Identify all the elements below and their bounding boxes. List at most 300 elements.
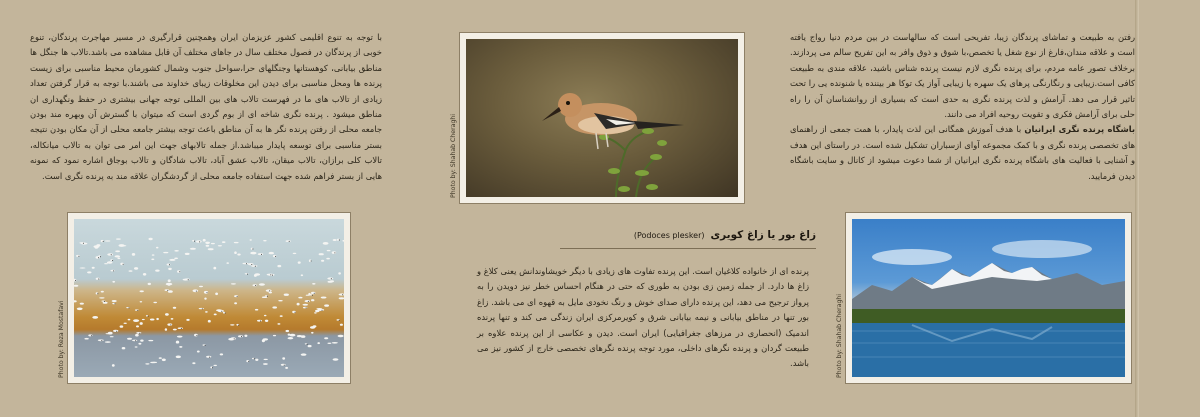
bird-photo-credit: Photo by: Shahab Cheraghi — [450, 113, 457, 198]
bird-wingtip — [238, 325, 239, 326]
bird-silhouette — [155, 270, 159, 272]
bird-silhouette — [149, 238, 153, 240]
bird-silhouette — [165, 289, 170, 291]
bird-silhouette — [107, 261, 113, 264]
bird-silhouette — [303, 307, 307, 309]
bird-wingtip — [331, 278, 332, 279]
bird-silhouette — [124, 323, 127, 324]
bird-silhouette — [213, 267, 216, 270]
bird-silhouette — [316, 308, 322, 310]
bird-wingtip — [169, 264, 170, 265]
bird-wingtip — [129, 307, 130, 308]
bird-silhouette — [321, 297, 327, 299]
bird-silhouette — [272, 306, 277, 308]
bird-silhouette — [242, 263, 248, 265]
bird-silhouette — [193, 289, 199, 292]
bird-silhouette — [140, 290, 144, 292]
bird-silhouette — [297, 303, 300, 306]
bird-silhouette — [301, 274, 303, 276]
flock-photo-frame — [58, 212, 351, 384]
bird-silhouette — [298, 297, 302, 299]
bird-silhouette — [338, 335, 344, 337]
bird-silhouette — [234, 302, 237, 304]
bird-silhouette — [74, 300, 77, 302]
bird-silhouette — [167, 323, 172, 325]
bird-wingtip — [306, 307, 307, 308]
bird-wingtip — [311, 261, 312, 262]
bird-wingtip — [148, 316, 149, 317]
bird-silhouette — [273, 335, 276, 336]
bird-silhouette — [105, 240, 111, 241]
flock-photo-credit: Photo by: Reza Mostafavi — [58, 300, 65, 378]
pleske-ground-jay-photo — [466, 39, 738, 197]
bird-silhouette — [178, 327, 183, 329]
bird-wingtip — [269, 290, 270, 291]
bird-silhouette — [327, 250, 331, 251]
bird-silhouette — [112, 300, 117, 302]
bird-silhouette — [315, 310, 319, 312]
bird-silhouette — [165, 313, 169, 316]
bird-wingtip — [251, 264, 252, 265]
bird-silhouette — [213, 365, 217, 366]
bird-silhouette — [81, 243, 87, 245]
bird-silhouette — [319, 253, 324, 255]
bird-wingtip — [103, 241, 104, 242]
bird-silhouette — [289, 334, 295, 337]
bird-silhouette — [190, 248, 196, 250]
bird-silhouette — [220, 353, 223, 355]
bird-silhouette — [205, 242, 210, 244]
bird-wingtip — [123, 264, 124, 265]
bird-silhouette — [129, 270, 133, 272]
bird-silhouette — [255, 309, 258, 311]
bird-wingtip — [97, 293, 98, 294]
bird-silhouette — [99, 297, 104, 298]
article-heading — [560, 229, 816, 241]
bird-silhouette — [156, 247, 159, 249]
bird-silhouette — [140, 322, 143, 325]
bird-silhouette — [132, 253, 135, 256]
bird-silhouette — [311, 332, 314, 334]
bird-silhouette — [264, 315, 267, 317]
bird-silhouette — [206, 245, 210, 247]
bird-silhouette — [197, 351, 200, 353]
bird-wingtip — [261, 254, 262, 255]
bird-wingtip — [181, 328, 182, 329]
bird-silhouette — [142, 319, 145, 320]
bird-silhouette — [169, 259, 175, 261]
bird-silhouette — [80, 303, 84, 305]
bird-silhouette — [150, 362, 155, 363]
bird-wingtip — [196, 291, 197, 292]
bird-silhouette — [218, 245, 222, 246]
bird-silhouette — [148, 340, 153, 341]
bird-silhouette — [122, 347, 126, 349]
bird-silhouette — [108, 332, 113, 335]
bird-silhouette — [293, 253, 297, 254]
bird-silhouette — [145, 363, 149, 364]
bird-silhouette — [204, 291, 208, 294]
bird-silhouette — [132, 340, 137, 342]
bird-silhouette — [238, 335, 243, 337]
bird-wingtip — [179, 271, 180, 272]
bird-silhouette — [168, 279, 171, 282]
bird-wingtip — [199, 241, 200, 242]
bird-silhouette — [251, 265, 257, 267]
bird-wingtip — [188, 279, 189, 280]
bird-silhouette — [176, 341, 179, 344]
bird-silhouette — [92, 316, 98, 319]
bird-silhouette — [156, 318, 159, 320]
bird-silhouette — [258, 253, 263, 255]
bird-silhouette — [314, 312, 317, 313]
bird-silhouette — [134, 267, 138, 270]
bird-silhouette — [133, 319, 139, 322]
page-fold-shadow — [1135, 0, 1139, 417]
bird-silhouette — [152, 254, 155, 255]
bird-silhouette — [135, 334, 139, 337]
bird-silhouette — [174, 250, 178, 252]
bird-silhouette — [323, 242, 329, 245]
bird-silhouette — [339, 297, 344, 299]
bird-silhouette — [288, 337, 294, 339]
bird-silhouette — [285, 367, 288, 369]
bird-silhouette — [340, 324, 343, 326]
bird-wingtip — [111, 254, 112, 255]
bird-wingtip — [205, 345, 206, 346]
bird-silhouette — [107, 253, 113, 255]
bird-wingtip — [104, 301, 105, 302]
bird-silhouette — [311, 292, 315, 294]
bird-silhouette — [328, 281, 333, 283]
lake-illustration — [852, 219, 1125, 377]
bird-silhouette — [262, 296, 267, 298]
bird-wingtip — [255, 285, 256, 286]
lake-photo-credit: Photo by: Shahab Cheraghi — [836, 293, 843, 378]
bird-silhouette — [135, 346, 138, 347]
latin-name: (Podoces plesker) — [633, 231, 705, 240]
bird-silhouette — [288, 334, 291, 336]
bird-silhouette — [105, 341, 111, 343]
bird-silhouette — [98, 339, 104, 341]
bird-wingtip — [75, 280, 76, 281]
bird-wingtip — [339, 320, 340, 321]
bird-silhouette — [237, 254, 240, 256]
bird-silhouette — [280, 315, 283, 317]
bird-silhouette — [263, 240, 266, 241]
bird-wingtip — [209, 357, 210, 358]
wetland-flock-photo — [74, 219, 344, 377]
bird-wingtip — [267, 296, 268, 297]
bird-silhouette — [305, 300, 311, 302]
bird-silhouette — [324, 337, 328, 339]
bird-silhouette — [206, 356, 211, 358]
bird-silhouette — [278, 300, 282, 301]
club-paragraph — [790, 122, 1135, 184]
bird-wingtip — [225, 313, 226, 314]
bird-silhouette — [303, 304, 309, 306]
bird-wingtip — [275, 256, 276, 257]
bird-silhouette — [208, 248, 214, 250]
bird-silhouette — [112, 364, 115, 367]
bird-illustration — [466, 39, 738, 197]
bird-wingtip — [241, 336, 242, 337]
article-title: زاغ بور یا زاغ کویری — [710, 229, 816, 241]
bird-wingtip — [248, 361, 249, 362]
center-paragraph: پرنده ای از خانواده کلاغیان است. این پرنده تفاوت های زیادی با دیگر خویشاوندانش یعنی کلاغ و زاغ ها دارد. از جمله زمین زی بودن به طوری که حتی در هنگام احساس خطر نیز دویدن را به پرواز ترجیح می دهد، این پرنده دارای صدای خوش و رنگ نخودی مایل به قهوه ای می باشد. زاغ بور تنها در مناطق بیابانی و نیمه بیابانی شرق و کویرمرکزی ایران زندگی می کند و تنها پرنده اندمیک (انحصاری در مرزهای جغرافیایی) ایران است. دیدن و عکاسی از این پرنده علاوه بر طبیعت گردان و پرنده نگرهای داخلی، مورد توجه پرنده نگرهای تخصصی خارج از کشور نیز می باشد. — [477, 266, 809, 369]
bird-silhouette — [96, 278, 100, 280]
bird-silhouette — [269, 252, 274, 254]
bird-wingtip — [246, 263, 247, 264]
bird-silhouette — [253, 284, 257, 286]
bird-silhouette — [174, 258, 178, 260]
bird-wingtip — [91, 335, 92, 336]
bird-silhouette — [342, 240, 344, 242]
bird-wingtip — [289, 241, 290, 242]
bird-silhouette — [231, 283, 236, 284]
bird-silhouette — [211, 243, 215, 244]
bird-silhouette — [140, 301, 143, 302]
bird-silhouette — [306, 295, 310, 296]
bird-wingtip — [260, 321, 261, 322]
bird-silhouette — [298, 261, 301, 263]
bird-silhouette — [317, 342, 320, 344]
bird-silhouette — [185, 278, 190, 280]
bird-silhouette — [87, 271, 91, 273]
bird-wingtip — [252, 249, 253, 250]
bird-silhouette — [186, 319, 189, 321]
bird-wingtip — [307, 344, 308, 345]
bird-silhouette — [311, 299, 314, 301]
bird-wingtip — [170, 324, 171, 325]
bird-wingtip — [135, 340, 136, 341]
bird-silhouette — [136, 325, 139, 327]
bird-silhouette — [115, 255, 121, 257]
bird-silhouette — [140, 340, 143, 342]
bird-silhouette — [281, 364, 286, 366]
bird-silhouette — [226, 262, 229, 264]
bird-silhouette — [115, 250, 120, 252]
bird-silhouette — [310, 326, 315, 329]
bird-wingtip — [342, 294, 343, 295]
bird-silhouette — [80, 267, 86, 268]
bird-wingtip — [98, 257, 99, 258]
bird-wingtip — [312, 295, 313, 296]
bird-wingtip — [115, 303, 116, 304]
bird-wingtip — [78, 256, 79, 257]
bird-silhouette — [117, 258, 120, 260]
bird-wingtip — [272, 275, 273, 276]
left-paragraph: با توجه به تنوع اقلیمی کشور عزیزمان ایران وهمچنین قرارگیری در مسیر مهاجرت پرندگان، تنوع خوبی از پرندگان در فصول مختلف سال در جاهای مختلف آن قابل مشاهده می باشد.تالاب ها جنگل ها مناطق بیابانی، کوهستانها وجنگلهای حرا،سواحل جنوب وشمال کشورمان محیط مناسبی برای زیست پرنده ها ومحل مناسبی برای دیدن این مخلوقات زیبای خداوند می باشند.با توجه به قرار گرفتن تعداد زیادی از تالاب های ما در فهرست تالاب های بین المللی توجه جهانی بیشتری در حفظ ونگهداری ان مناطق میشود . پرنده نگری شاخه ای از بوم گردی است که میتوان با گسترش آن وبهره مند بودن جامعه محلی از رفتن پرنده نگر ها به آن مناطق باعث توجه بیشتر جامعه محلی از آن مکان بودن نتیجه بستر مناسبی برای توسعه پایدار میباشد.از جمله تالابهای جهت این امر می توان به تالاب میانکاله، تالاب کلی برازان، تالاب میقان، تالاب عشق آباد، تالاب شادگان و تالاب بوجاق اشاره نمود که نمونه هایی از بستر فراهم شده جهت استفاده جامعه محلی از گردشگران علاقه مند به پرنده نگری است. — [30, 32, 382, 181]
center-article-text — [477, 264, 809, 372]
club-name: باشگاه پرنده نگری ایرانیان — [1024, 124, 1136, 135]
bird-silhouette — [88, 334, 92, 336]
bird-wingtip — [234, 338, 235, 339]
bird-silhouette — [248, 263, 254, 265]
bird-wingtip — [314, 293, 315, 294]
bird-silhouette — [255, 273, 261, 275]
bird-wingtip — [100, 256, 101, 257]
bird-silhouette — [332, 342, 338, 344]
bird-silhouette — [163, 252, 168, 253]
bird-silhouette — [148, 283, 151, 285]
bird-silhouette — [215, 293, 218, 296]
bird-silhouette — [136, 332, 141, 334]
bird-silhouette — [101, 291, 104, 293]
bird-wingtip — [334, 252, 335, 253]
bird-silhouette — [263, 363, 268, 365]
bird-silhouette — [277, 265, 281, 267]
bird-silhouette — [266, 289, 272, 291]
bird-silhouette — [231, 337, 236, 340]
bird-silhouette — [159, 357, 162, 359]
flock-illustration — [74, 219, 344, 377]
bird-silhouette — [333, 239, 337, 241]
bird-wingtip — [139, 333, 140, 334]
bird-silhouette — [259, 283, 265, 285]
bird-silhouette — [113, 330, 118, 332]
club-description: با هدف آموزش همگانی این لذت پایدار، با همت جمعی از راهنمای های تخصصی پرنده نگری و با کمک مجموعه آوای ازسباران تشکیل شده است. در راستای این هدف و آشنایی با فعالیت های باشگاه پرنده نگری ایرانیان از شما دعوت میشود از کانال و سایت باشگاه دیدن فرمایید. — [790, 124, 1135, 181]
bird-silhouette — [208, 320, 211, 323]
bird-wingtip — [202, 308, 203, 309]
bird-wingtip — [83, 243, 84, 244]
bird-silhouette — [138, 343, 141, 345]
bird-silhouette — [150, 319, 155, 321]
bird-silhouette — [177, 336, 183, 338]
bird-wingtip — [113, 270, 114, 271]
bird-silhouette — [338, 272, 341, 274]
bird-silhouette — [74, 285, 78, 287]
bird-silhouette — [312, 283, 315, 285]
bird-wingtip — [137, 310, 138, 311]
bird-silhouette — [264, 359, 268, 360]
mountain-lake-photo — [852, 219, 1125, 377]
bird-silhouette — [222, 241, 226, 243]
bird-silhouette — [284, 294, 289, 296]
bird-silhouette — [116, 238, 121, 239]
bird-silhouette — [332, 251, 336, 254]
bird-silhouette — [262, 339, 265, 342]
bird-silhouette — [173, 307, 176, 309]
bird-silhouette — [120, 325, 124, 327]
heading-divider — [560, 248, 816, 249]
bird-silhouette — [286, 330, 290, 332]
bird-silhouette — [173, 329, 177, 331]
bird-silhouette — [324, 304, 329, 306]
bird-wingtip — [339, 240, 340, 241]
bird-wingtip — [116, 331, 117, 332]
bird-silhouette — [185, 253, 190, 255]
bird-wingtip — [255, 266, 256, 267]
bird-silhouette — [244, 335, 247, 337]
bird-silhouette — [301, 353, 307, 355]
bird-silhouette — [205, 311, 208, 313]
bird-silhouette — [269, 292, 272, 294]
bird-silhouette — [110, 336, 114, 337]
bird-silhouette — [297, 335, 302, 337]
bird-wingtip — [98, 279, 99, 280]
bird-silhouette — [234, 242, 239, 243]
bird-silhouette — [179, 346, 182, 348]
bird-silhouette — [127, 338, 132, 340]
bird-wingtip — [194, 241, 195, 242]
bird-silhouette — [286, 240, 291, 242]
bird-wingtip — [247, 274, 248, 275]
bird-silhouette — [143, 273, 146, 276]
bird-silhouette — [94, 245, 100, 248]
bird-silhouette — [128, 319, 131, 321]
bird-silhouette — [153, 302, 157, 303]
bird-silhouette — [230, 324, 234, 325]
bird-silhouette — [218, 310, 224, 312]
bird-silhouette — [282, 357, 285, 359]
bird-silhouette — [326, 258, 330, 260]
bird-wingtip — [196, 335, 197, 336]
bird-wingtip — [112, 260, 113, 261]
bird-silhouette — [112, 281, 115, 283]
bird-silhouette — [267, 274, 273, 276]
bird-silhouette — [250, 252, 256, 255]
bird-wingtip — [284, 365, 285, 366]
bird-wingtip — [308, 301, 309, 302]
bird-wingtip — [101, 340, 102, 341]
bird-silhouette — [321, 260, 324, 262]
bird-silhouette — [333, 358, 339, 360]
bird-silhouette — [162, 359, 166, 362]
bird-silhouette — [255, 359, 258, 361]
bird-silhouette — [176, 356, 181, 359]
bird-silhouette — [92, 267, 95, 269]
bird-silhouette — [192, 362, 195, 364]
bird-wingtip — [270, 274, 271, 275]
bird-silhouette — [166, 283, 172, 286]
bird-silhouette — [204, 298, 206, 300]
bird-silhouette — [250, 239, 252, 240]
right-paragraph: رفتن به طبیعت و تماشای پرندگان زیبا، تفریحی است که سالهاست در بین مردم دنیا رواج یافته است و علاقه مندان،فارغ از نوع شغل یا تخصص،با شوق و ذوق وافر به این تفریح سالم می پردازند. برخلاف تصور عامه مردم، برای پرنده نگری لازم نیست پرنده شناس باشید، علاقه مندی به طبیعت کافی است.زیبایی و رنگارنگی پرهای یک سهره یا زیبایی آواز یک توکا هر بیننده یا شنونده یی را تحت تاثیر قرار می دهد. آرامش و لذت پرنده نگری به حدی است که بسیاری از روانشناسان آن را راه حلی برای آرامش فکری و تقویت روحیه افراد می دانند. — [790, 32, 1135, 120]
bird-wingtip — [221, 311, 222, 312]
bird-silhouette — [277, 323, 280, 325]
bird-photo-frame — [450, 32, 745, 204]
bird-silhouette — [120, 245, 126, 246]
bird-silhouette — [77, 308, 83, 311]
bird-silhouette — [199, 308, 204, 309]
bird-silhouette — [234, 251, 237, 254]
bird-silhouette — [257, 320, 262, 322]
bird-silhouette — [84, 338, 88, 340]
left-column-text — [30, 30, 382, 184]
bird-silhouette — [111, 270, 115, 272]
bird-silhouette — [165, 328, 167, 331]
bird-silhouette — [265, 320, 268, 322]
bird-wingtip — [237, 296, 238, 297]
bird-silhouette — [171, 318, 174, 320]
bird-silhouette — [308, 345, 312, 347]
bird-silhouette — [327, 343, 331, 344]
bird-wingtip — [212, 367, 213, 368]
bird-silhouette — [151, 259, 154, 261]
bird-wingtip — [322, 310, 323, 311]
bird-silhouette — [103, 302, 108, 304]
bird-wingtip — [167, 290, 168, 291]
bird-silhouette — [327, 277, 333, 279]
lake-photo-frame — [836, 212, 1132, 384]
bird-silhouette — [168, 268, 172, 270]
bird-wingtip — [207, 292, 208, 293]
bird-silhouette — [196, 240, 202, 243]
right-column-text — [790, 30, 1135, 184]
bird-wingtip — [254, 358, 255, 359]
bird-silhouette — [214, 314, 217, 316]
